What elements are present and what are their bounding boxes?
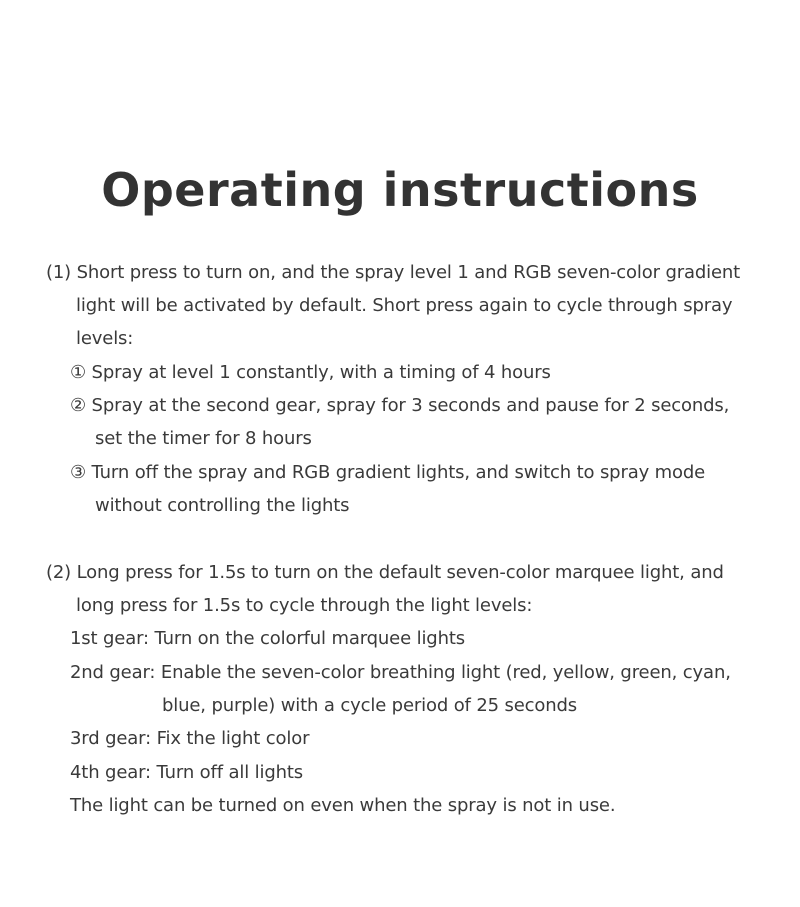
spray-level-3-item-continued: without controlling the lights	[95, 495, 350, 516]
section-1-intro-line-1: (1) Short press to turn on, and the spray level 1 and RGB seven-color gradient	[46, 262, 741, 283]
light-gear-2-item: 2nd gear: Enable the seven-color breathing light (red, yellow, green, cyan,	[70, 662, 731, 683]
spray-level-2-item: ② Spray at the second gear, spray for 3 seconds and pause for 2 seconds,	[70, 395, 730, 416]
spray-level-2-item-continued: set the timer for 8 hours	[95, 428, 312, 449]
light-gear-4-item: 4th gear: Turn off all lights	[70, 762, 304, 783]
page-title: Operating instructions	[101, 162, 699, 217]
spray-level-1-item: ① Spray at level 1 constantly, with a timing of 4 hours	[70, 362, 551, 383]
section-2-intro-line-1: (2) Long press for 1.5s to turn on the default seven-color marquee light, and	[46, 562, 724, 583]
section-1-intro-line-3: levels:	[76, 328, 134, 349]
section-2-intro-line-2: long press for 1.5s to cycle through the light levels:	[76, 595, 533, 616]
section-1-intro-line-2: light will be activated by default. Short press again to cycle through spray	[76, 295, 733, 316]
light-gear-3-item: 3rd gear: Fix the light color	[70, 728, 310, 749]
light-note: The light can be turned on even when the spray is not in use.	[70, 795, 616, 816]
light-gear-1-item: 1st gear: Turn on the colorful marquee lights	[70, 628, 465, 649]
spray-level-3-item: ③ Turn off the spray and RGB gradient lights, and switch to spray mode	[70, 462, 706, 483]
light-gear-2-item-continued: blue, purple) with a cycle period of 25 seconds	[162, 695, 578, 716]
